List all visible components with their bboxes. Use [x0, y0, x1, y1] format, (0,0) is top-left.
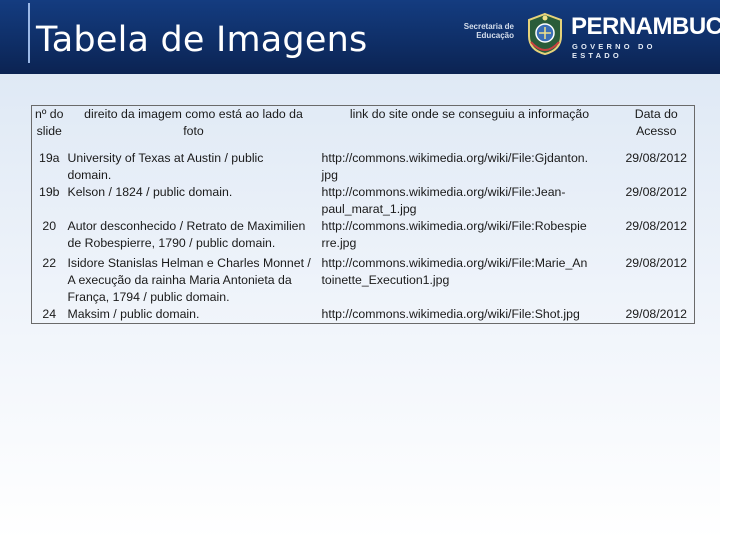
slide-number-cell: 20 — [42, 219, 57, 233]
table-row — [32, 255, 695, 306]
link-cell[interactable]: http://commons.wikimedia.org/wiki/File:Robespie rre.jpg — [321, 219, 587, 250]
page-title: Tabela de Imagens — [36, 20, 368, 60]
credit-cell: University of Texas at Austin / public domain. — [67, 151, 264, 182]
slide-number-cell: 19a — [38, 151, 60, 165]
table-row — [32, 184, 695, 218]
link-cell[interactable]: http://commons.wikimedia.org/wiki/File:Shot.jpg — [321, 307, 580, 321]
slide-header — [0, 0, 741, 74]
image-credits-table — [31, 105, 695, 324]
secretaria-logo-text: Secretaria de Educação — [463, 22, 514, 40]
state-seal-icon — [525, 12, 565, 56]
access-date-cell: 29/08/2012 — [625, 219, 688, 233]
slide-number-cell: 24 — [42, 307, 57, 321]
link-cell[interactable]: http://commons.wikimedia.org/wiki/File:Gjdanton. jpg — [321, 151, 589, 182]
access-date-cell: 29/08/2012 — [625, 185, 688, 199]
pernambuco-logo: PERNAMBUCO — [571, 13, 741, 40]
table-row — [32, 306, 695, 324]
slide-number-cell: 22 — [42, 256, 57, 270]
credit-cell: Kelson / 1824 / public domain. — [67, 185, 233, 199]
title-accent-rule — [28, 3, 30, 63]
link-cell[interactable]: http://commons.wikimedia.org/wiki/File:Marie_An toinette_Execution1.jpg — [321, 256, 588, 287]
table-row — [32, 218, 695, 252]
column-header-credit: direito da imagem como está ao lado da foto — [84, 107, 303, 138]
table-row — [32, 150, 695, 184]
credit-cell: Maksim / public domain. — [67, 307, 200, 321]
column-header-link: link do site onde se conseguiu a informação — [349, 107, 590, 121]
column-header-date: Data do Acesso — [634, 107, 678, 138]
slide-number-cell: 19b — [38, 185, 60, 199]
column-header-slide: nº do slide — [35, 107, 64, 138]
table-header-row — [32, 106, 695, 151]
link-cell[interactable]: http://commons.wikimedia.org/wiki/File:Jean- paul_marat_1.jpg — [321, 185, 566, 216]
credit-cell: Autor desconhecido / Retrato de Maximilien de Robespierre, 1790 / public domain. — [67, 219, 306, 250]
credit-cell: Isidore Stanislas Helman e Charles Monnet / A execução da rainha Maria Antonieta da França, 1794 / public domain. — [67, 256, 311, 304]
access-date-cell: 29/08/2012 — [625, 307, 688, 321]
access-date-cell: 29/08/2012 — [625, 256, 688, 270]
governo-do-estado-text: GOVERNO DO ESTADO — [572, 42, 656, 60]
access-date-cell: 29/08/2012 — [625, 151, 688, 165]
